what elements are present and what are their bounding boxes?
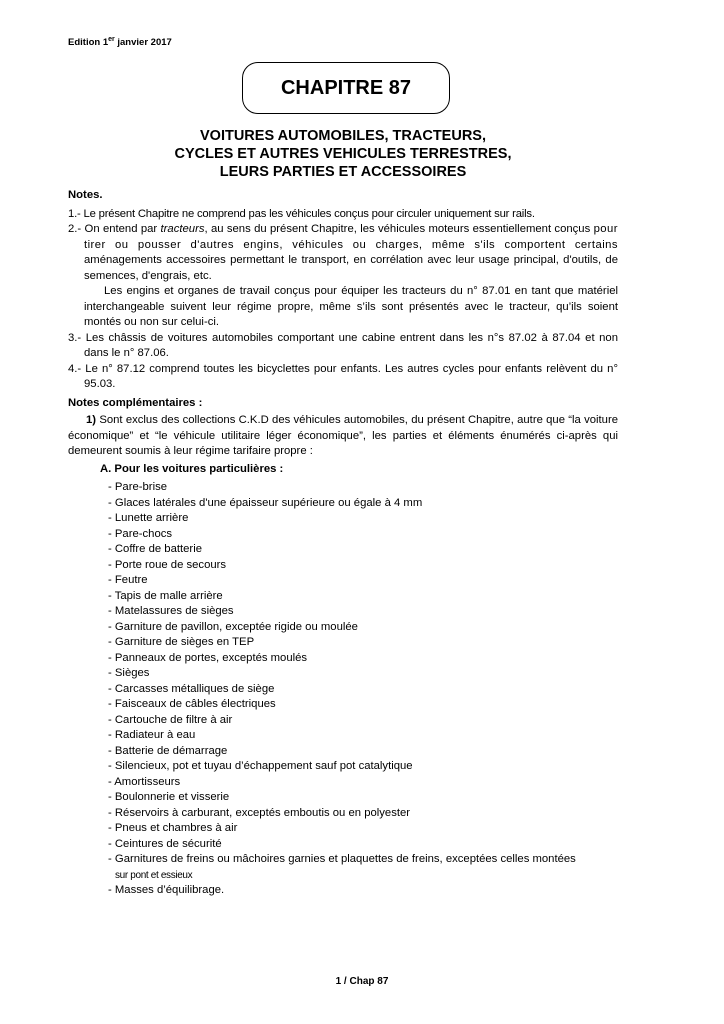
note-2-paragraph-2: Les engins et organes de travail conçus pour équiper les tracteurs du n° 87.01 en tant que matériel interchangeable suivent leur régime propre, même s’ils sont présentés avec le tracteur, qu’ils soient montés ou non sur celui-ci. — [84, 285, 618, 328]
list-item: - Feutre — [108, 574, 148, 586]
list-item: - Batterie de démarrage — [108, 744, 228, 757]
subheading-passenger-cars: A. Pour les voitures particulières : — [100, 462, 284, 475]
list-item: - Réservoirs à carburant, exceptés emboutis ou en polyester — [108, 806, 411, 819]
document-body — [68, 188, 618, 899]
title-line-1: VOITURES AUTOMOBILES, TRACTEURS, — [200, 128, 486, 144]
note-4: 4.- Le n° 87.12 comprend toutes les bicyclettes pour enfants. Les autres cycles pour enfants relèvent du n° 95.03. — [68, 362, 618, 390]
list-item: - Panneaux de portes, exceptés moulés — [108, 651, 308, 664]
list-item: - Glaces latérales d'une épaisseur supérieure ou égale à 4 mm — [108, 496, 423, 509]
note-2: 2.- On entend par tracteurs, au sens du présent Chapitre, les véhicules moteurs essentiellement conçus pour tirer ou pousser d'autres engins, véhicules ou charges, même s'ils comportent certains aménagements accessoires permettant le transport, en corrélation avec leur usage principal, d'outils, de semences, d'engrais, etc. — [68, 223, 618, 282]
list-item: - Matelassures de sièges — [108, 605, 234, 617]
complementary-note-1: 1) Sont exclus des collections C.K.D des véhicules automobiles, du présent Chapitre, autre que “la voiture économique” et “le véhicule utilitaire léger économique”, les parties et éléments énumérés ci-après qui demeurent soumis à leur régime tarifaire propre : — [68, 414, 618, 457]
list-item: - Coffre de batterie — [108, 543, 202, 555]
list-item: - Carcasses métalliques de siège — [108, 682, 275, 695]
list-item: - Cartouche de filtre à air — [108, 713, 233, 726]
chapter-title-box — [242, 62, 450, 114]
note-1: 1.- Le présent Chapitre ne comprend pas les véhicules conçus pour circuler uniquement sur rails. — [68, 207, 535, 220]
excluded-parts-list — [68, 480, 618, 899]
page-number: 1 / Chap 87 — [335, 976, 389, 987]
list-item: - Masses d’équilibrage. — [108, 884, 225, 896]
list-item: - Boulonnerie et visserie — [108, 791, 230, 803]
list-item: - Ceintures de sécurité — [108, 837, 222, 850]
list-item: - Pare-chocs — [108, 527, 173, 540]
title-line-3: LEURS PARTIES ET ACCESSOIRES — [219, 164, 467, 180]
list-item: - Pare-brise — [108, 481, 168, 493]
chapter-title: CHAPITRE 87 — [280, 76, 412, 99]
list-item: - Lunette arrière — [108, 512, 189, 524]
main-title — [68, 127, 618, 181]
list-item: - Pneus et chambres à air — [108, 822, 238, 834]
list-item: - Amortisseurs — [108, 775, 181, 788]
title-line-2: CYCLES ET AUTRES VEHICULES TERRESTRES, — [174, 146, 512, 162]
list-item: - Porte roue de secours — [108, 558, 227, 571]
complementary-notes-heading: Notes complémentaires : — [68, 396, 203, 409]
list-item: - Garniture de sièges en TEP — [108, 636, 255, 648]
list-item-brakes: - Garnitures de freins ou mâchoires garnies et plaquettes de freins, exceptées celles montées sur pont et essieux — [108, 853, 576, 881]
list-item: - Tapis de malle arrière — [108, 589, 223, 602]
list-item: - Faisceaux de câbles électriques — [108, 698, 276, 710]
list-item: - Sièges — [108, 667, 150, 679]
note-3: 3.- Les châssis de voitures automobiles comportant une cabine entrent dans les n°s 87.02 à 87.04 et non dans le n° 87.06. — [68, 331, 618, 359]
list-item: - Radiateur à eau — [108, 729, 196, 741]
edition-date: Edition 1er janvier 2017 — [68, 36, 172, 49]
notes-heading: Notes. — [68, 189, 103, 201]
list-item: - Garniture de pavillon, exceptée rigide ou moulée — [108, 620, 358, 633]
list-item: - Silencieux, pot et tuyau d’échappement sauf pot catalytique — [108, 760, 413, 772]
